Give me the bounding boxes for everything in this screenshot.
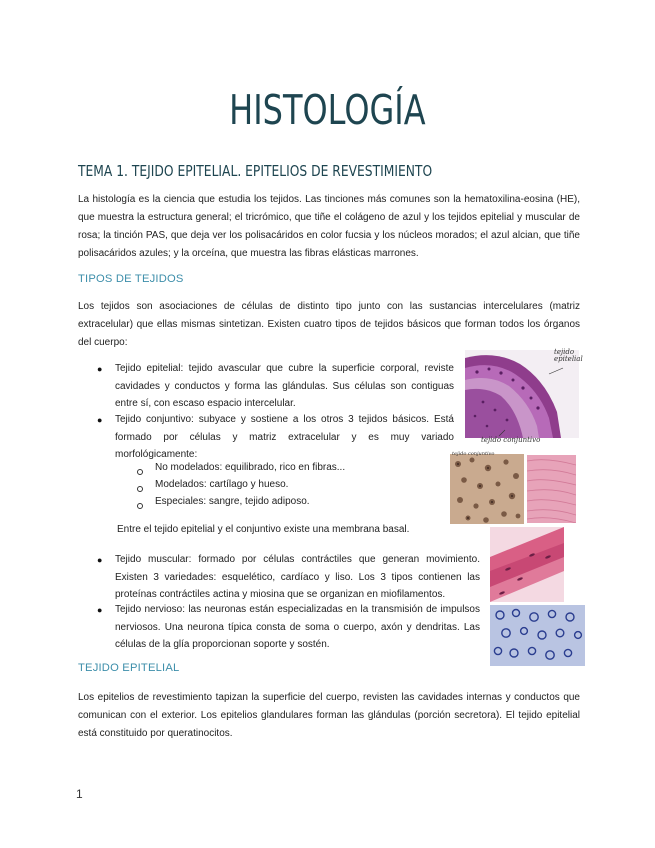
page-number: 1 (76, 787, 83, 801)
tipos-intro-paragraph: Los tejidos son asociaciones de células de distinto tipo junto con las sustancias intercelulares (matriz extracelular) que ellas mismas sintetizan. Existen cuatro tipos de tejidos básicos que forman todos los órganos del cuerpo: (78, 301, 580, 348)
tema-heading: TEMA 1. TEJIDO EPITELIAL. EPITELIOS DE REVESTIMIENTO (78, 162, 433, 180)
bullet-nervioso: Tejido nervioso: las neuronas están especializadas en la transmisión de impulsos nerviosos. Una neurona típica consta de soma o cuerpo, axón y dendritas. Las células de la glía proporcionan soporte y sostén. (115, 604, 480, 650)
epithelial-tissue-micrograph (465, 350, 579, 438)
intro-paragraph: La histología es la ciencia que estudia los tejidos. Las tinciones más comunes son la hematoxilina-eosina (HE), que muestra la estructura general; el tricrómico, que tiñe el colágeno de azul y los tejidos epitelial y muscular de rosa; la tinción PAS, que deja ver los polisacáridos en color fucsia y los núcleos morados; el azul alcian, que tiñe polisacáridos azules; y la orceína, que muestra las fibras elásticas marrones. (78, 194, 580, 259)
bullet-dot: ● (97, 364, 103, 374)
connective-tissue-micrograph-b (527, 455, 576, 523)
bullet-dot: ● (97, 415, 103, 425)
muscle-tissue-micrograph (490, 527, 564, 602)
sub-bullet-circle (137, 469, 143, 475)
caption-tejido-conjuntivo-small: tejido conjuntivo (452, 451, 495, 457)
tipos-heading: TIPOS DE TEJIDOS (78, 273, 184, 285)
bullet-dot: ● (97, 605, 103, 615)
bullet-muscular: Tejido muscular: formado por células contráctiles que generan movimiento. Existen 3 variedades: esquelético, cardíaco y liso. Los 3 tipos contienen las proteínas contráctiles actina y miosina que se organizan en miofilamentos. (115, 554, 480, 600)
nerve-tissue-micrograph (490, 605, 585, 666)
tejido-epitelial-heading: TEJIDO EPITELIAL (78, 662, 180, 674)
epitelial-paragraph: Los epitelios de revestimiento tapizan la superficie del cuerpo, revisten las cavidades internas y conductos que comunican con el exterior. Los epitelios glandulares forman las glándulas (porción secretora). El tejido epitelial está constituido por queratinocitos. (78, 692, 580, 739)
membrana-basal-note: Entre el tejido epitelial y el conjuntivo existe una membrana basal. (117, 524, 410, 535)
bullet-epitelial: Tejido epitelial: tejido avascular que cubre la superficie corporal, reviste cavidades y conductos y forma las glándulas. Sus células son contiguas entre sí, con escaso espacio intercelular. (115, 363, 454, 409)
sub-item-modelados: Modelados: cartílago y hueso. (155, 479, 289, 490)
page-title: HISTOLOGÍA (229, 86, 426, 134)
caption-tejido-epitelial: tejido epitelial (554, 348, 583, 363)
bullet-dot: ● (97, 555, 103, 565)
sub-bullet-circle (137, 503, 143, 509)
bullet-conjuntivo: Tejido conjuntivo: subyace y sostiene a los otros 3 tejidos básicos. Está formado por células y matriz extracelular y es muy variado morfológicamente: (115, 414, 454, 460)
sub-item-especiales: Especiales: sangre, tejido adiposo. (155, 496, 310, 507)
sub-bullet-circle (137, 486, 143, 492)
connective-tissue-micrograph-a (450, 454, 524, 524)
sub-item-no-modelados: No modelados: equilibrado, rico en fibras... (155, 462, 346, 473)
caption-tejido-conjuntivo: tejido conjuntivo (481, 436, 541, 444)
